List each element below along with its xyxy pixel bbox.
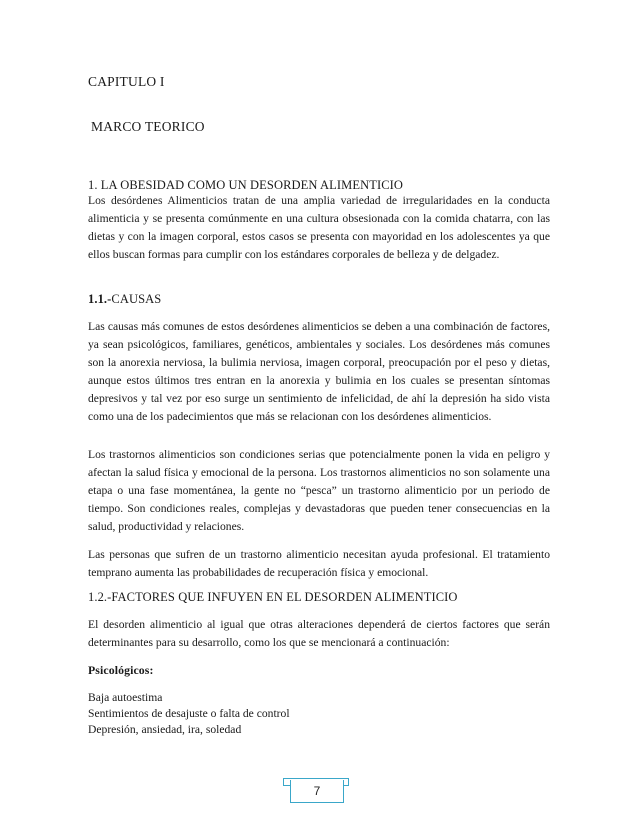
paragraph-desordenes: Los desórdenes Alimenticios tratan de una amplia variedad de irregularidades en la conducta alimenticia y se presenta comúnmente en una cultura obsesionada con la comida chatarra, con las dietas y con la imagen corporal, estos casos se presenta con mayoridad en los adolescentes ya que ellos buscan formas para cumplir con los estándares corporales de belleza y de delgadez. — [88, 194, 550, 261]
list-psicologicos — [88, 690, 290, 738]
chapter-title: CAPITULO I — [88, 74, 165, 89]
list-item: Sentimientos de desajuste o falta de control — [88, 707, 290, 720]
heading-psicologicos: Psicológicos: — [88, 663, 154, 677]
heading-causas — [88, 292, 161, 307]
paragraph-ayuda: Las personas que sufren de un trastorno alimenticio necesitan ayuda profesional. El tratamiento temprano aumenta las probabilidades de recuperación física y emocional. — [88, 548, 550, 579]
paragraph-trastornos: Los trastornos alimenticios son condiciones serias que potencialmente ponen la vida en peligro y afectan la salud física y emocional de la persona. Los trastornos alimenticios no son solamente una etapa o una fase momentánea, la gente no “pesca” un trastorno alimenticio por un periodo de tiempo. Son condiciones reales, complejas y devastadoras que pueden tener consecuencias en la salud, productividad y relaciones. — [88, 448, 550, 533]
heading-obesidad: 1. LA OBESIDAD COMO UN DESORDEN ALIMENTICIO — [88, 178, 404, 192]
paragraph-causas: Las causas más comunes de estos desórdenes alimenticios se deben a una combinación de factores, ya sean psicológicos, familiares, genéticos, ambientales y sociales. Los desórdenes más comunes son la anorexia nerviosa, la bulimia nerviosa, imagen corporal, preocupación por el peso y dietas, aunque estos últimos tres entran en la anorexia y bulimia en los cuales se presentan síntomas depresivos y tal vez por eso surge un sentimiento de infelicidad, de ahí la depresión ha sido vista como una de los padecimientos que más se relacionan con los desórdenes alimenticios. — [88, 320, 550, 423]
page-number: 7 — [290, 780, 344, 803]
heading-factores: 1.2.-FACTORES QUE INFUYEN EN EL DESORDEN ALIMENTICIO — [88, 590, 458, 604]
heading-causas-text: CAUSAS — [111, 292, 162, 306]
section-title: MARCO TEORICO — [91, 119, 205, 134]
list-item: Depresión, ansiedad, ira, soledad — [88, 723, 242, 736]
heading-causas-number: 1.1.- — [88, 292, 112, 306]
paragraph-factores: El desorden alimenticio al igual que otras alteraciones dependerá de ciertos factores que serán determinantes para su desarrollo, como los que se mencionará a continuación: — [88, 618, 550, 649]
list-item: Baja autoestima — [88, 691, 163, 704]
